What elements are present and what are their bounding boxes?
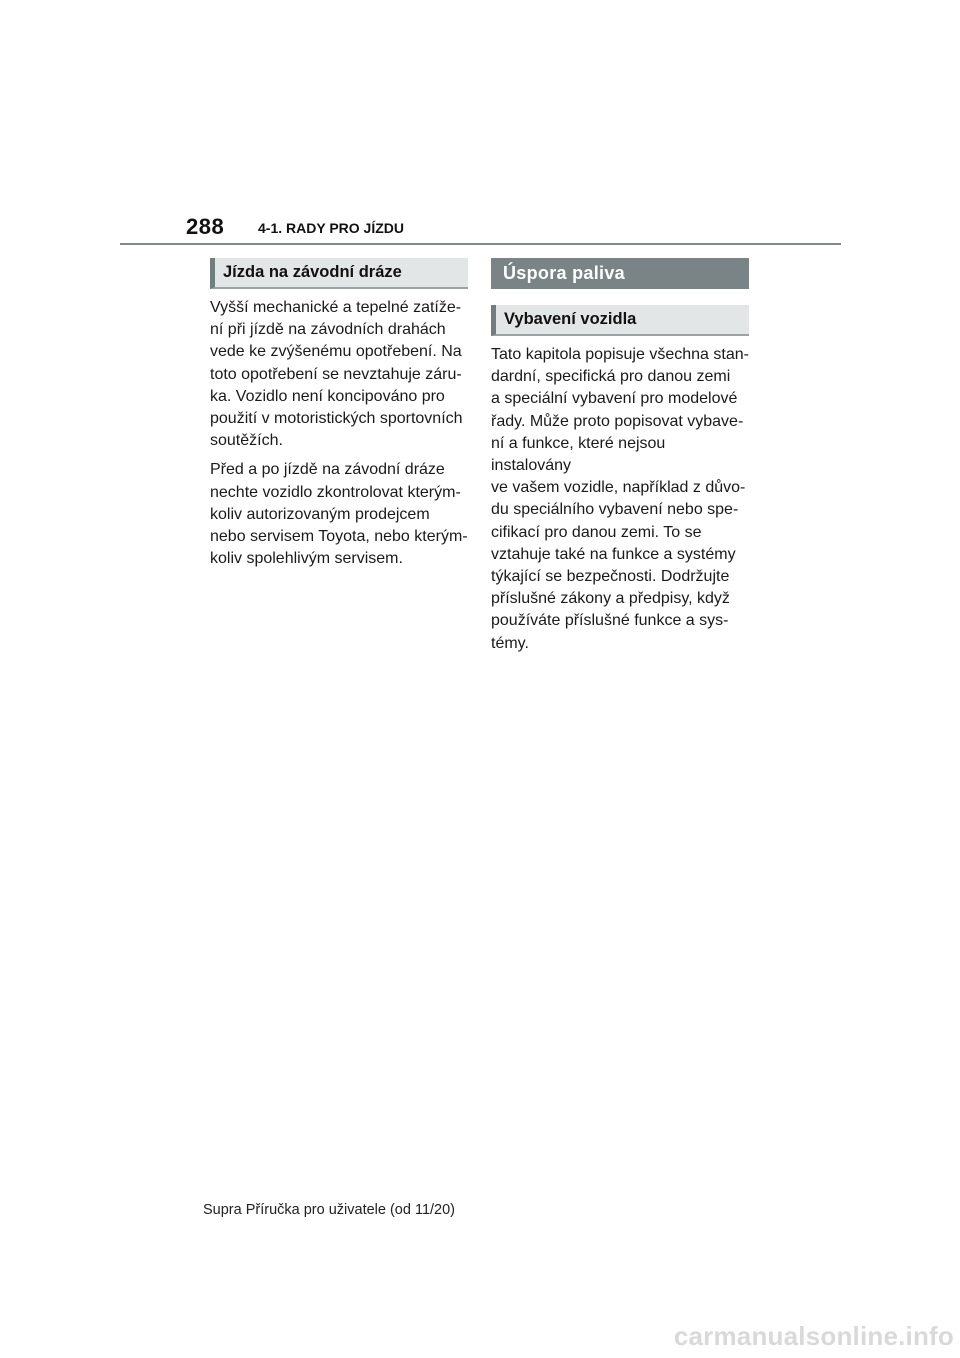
watermark: carmanualsonline.info: [673, 1321, 954, 1351]
text-line: ve vašem vozidle, například z důvo-: [491, 479, 746, 497]
text-line: Před a po jízdě na závodní dráze: [210, 461, 445, 479]
text-line: ka. Vozidlo není koncipováno pro: [210, 387, 445, 405]
heading-fuel-economy: Úspora paliva: [491, 258, 749, 289]
text-line: ní při jízdě na závodních drahách: [210, 321, 446, 339]
text-line: týkající se bezpečnosti. Dodržujte: [491, 568, 730, 586]
heading-race-track: Jízda na závodní dráze: [210, 258, 468, 289]
right-column: [491, 258, 749, 655]
text-line: koliv autorizovaným prodejcem: [210, 505, 430, 523]
paragraph-race-track-inspection: [210, 459, 468, 570]
paragraph-race-track-wear: [210, 297, 468, 452]
page-number: 288: [186, 214, 225, 239]
text-line: cifikací pro danou zemi. To se: [491, 523, 702, 541]
text-line: vede ke zvýšenému opotřebení. Na: [210, 343, 462, 361]
text-line: témy.: [491, 634, 529, 652]
text-line: a speciální vybavení pro modelové: [491, 390, 738, 408]
section-title: 4-1. RADY PRO JÍZDU: [258, 220, 404, 236]
text-line: nebo servisem Toyota, nebo kterým-: [210, 528, 468, 546]
text-line: du speciálního vybavení nebo spe-: [491, 501, 739, 519]
text-line: soutěžích.: [210, 432, 283, 450]
text-line: dardní, specifická pro danou zemi: [491, 368, 731, 386]
text-line: Tato kapitola popisuje všechna stan-: [491, 346, 749, 363]
text-line: příslušné zákony a předpisy, když: [491, 590, 730, 608]
footer-manual-title: Supra Příručka pro uživatele (od 11/20): [203, 1202, 456, 1218]
text-line: toto opotřebení se nevztahuje záru-: [210, 365, 462, 383]
text-line: použití v motoristických sportovních: [210, 410, 463, 428]
heading-vehicle-equipment: Vybavení vozidla: [491, 305, 749, 336]
text-line: Vyšší mechanické a tepelné zatíže-: [210, 299, 462, 316]
text-line: používáte příslušné funkce a sys-: [491, 612, 729, 630]
header-rule: [120, 243, 841, 245]
left-column: [210, 258, 468, 570]
text-line: řady. Může proto popisovat vybave-: [491, 412, 744, 430]
text-line: nechte vozidlo zkontrolovat kterým-: [210, 483, 461, 501]
text-line: vztahuje také na funkce a systémy: [491, 545, 736, 563]
text-line: koliv spolehlivým servisem.: [210, 550, 403, 568]
paragraph-vehicle-equipment: [491, 344, 749, 655]
text-line: ní a funkce, které nejsou instalovány: [491, 434, 666, 475]
